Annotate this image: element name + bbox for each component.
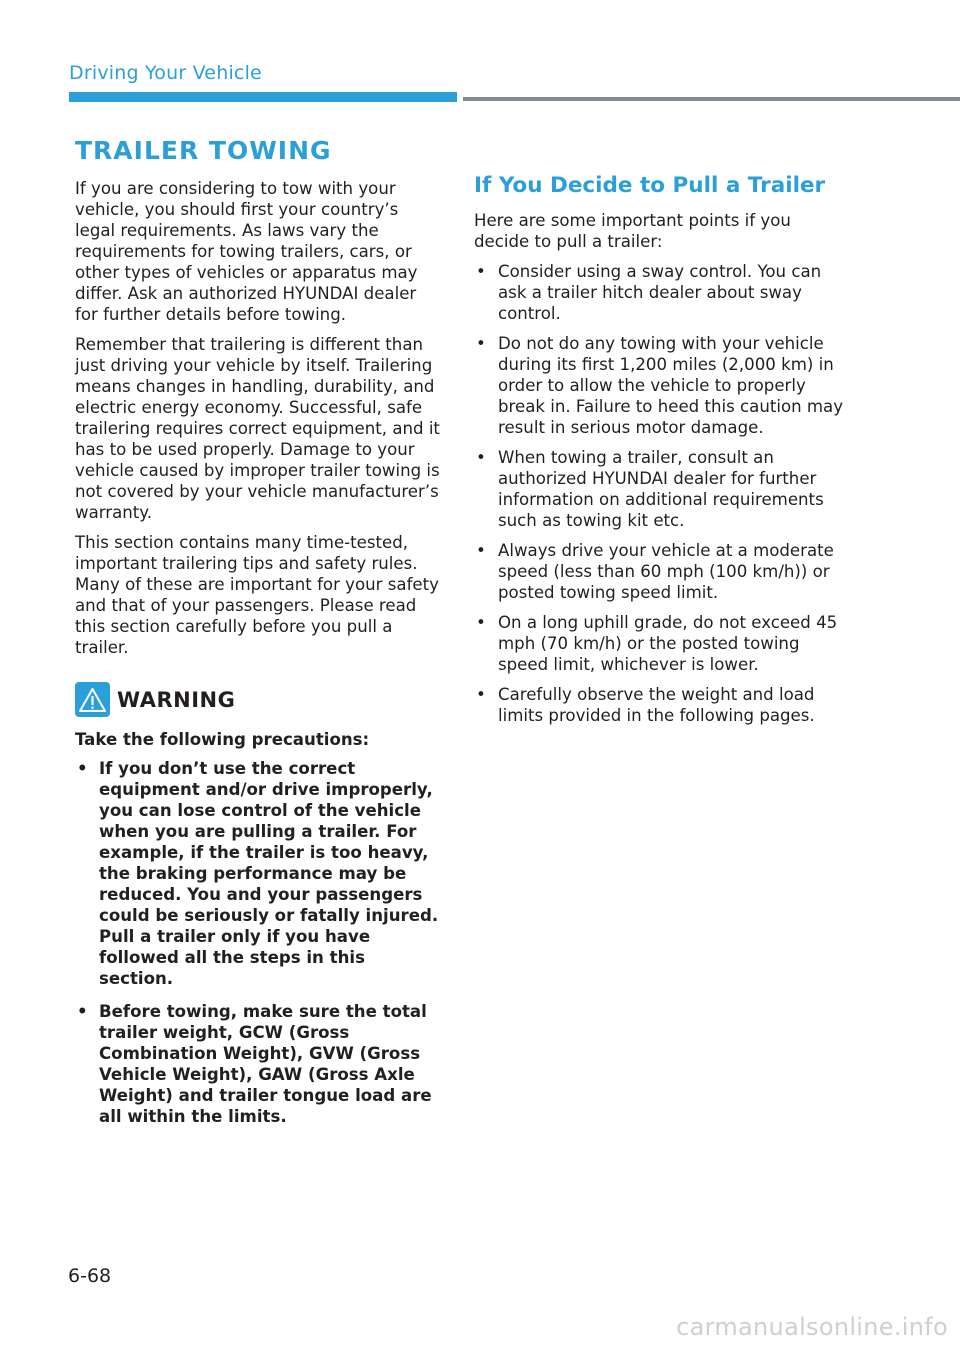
chapter-title: Driving Your Vehicle bbox=[69, 62, 262, 84]
paragraph: If you are considering to tow with your vehicle, you should first your country’s legal requirements. As laws vary the requirements for towing trailers, cars, or other types of vehicles or apparatus may differ. Ask an authorized HYUNDAI dealer for further details before towing. bbox=[75, 179, 418, 324]
warning-label: WARNING bbox=[117, 687, 236, 712]
watermark: carmanualsonline.info bbox=[676, 1313, 948, 1341]
page-number: 6-68 bbox=[68, 1265, 112, 1287]
warning-triangle-icon bbox=[75, 682, 110, 717]
list-item bbox=[474, 540, 844, 603]
list-item-text: Do not do any towing with your vehicle during its first 1,200 miles (2,000 km) in order to allow the vehicle to properly break in. Failure to heed this caution may result in serious motor damage. bbox=[498, 334, 844, 437]
header-rule bbox=[463, 97, 960, 101]
warning-header bbox=[75, 682, 440, 717]
warning-list bbox=[75, 758, 440, 1127]
list-item-text: Consider using a sway control. You can ask a trailer hitch dealer about sway control. bbox=[498, 262, 822, 323]
subsection-intro: Here are some important points if you decide to pull a trailer: bbox=[474, 211, 791, 251]
paragraph: This section contains many time-tested, important trailering tips and safety rules. Many of these are important for your safety and that of your passengers. Please read this section carefully before you pull a trailer. bbox=[75, 533, 439, 657]
paragraph: Remember that trailering is different than just driving your vehicle by itself. Trailering means changes in handling, durability, and electric energy economy. Successful, safe trailering requires correct equipment, and it has to be used properly. Damage to your vehicle caused by improper trailer towing is not covered by your vehicle manufacturer’s warranty. bbox=[75, 335, 440, 522]
bullet-icon: • bbox=[77, 1002, 88, 1021]
list-item-text: If you don’t use the correct equipment and/or drive improperly, you can lose control of the vehicle when you are pulling a trailer. For example, if the trailer is too heavy, the braking performance may be reduced. You and your passengers could be seriously or fatally injured. Pull a trailer only if you have followed all the steps in this section. bbox=[99, 759, 439, 988]
list-item-text: Always drive your vehicle at a moderate speed (less than 60 mph (100 km/h)) or posted towing speed limit. bbox=[498, 541, 834, 602]
header-accent-bar bbox=[69, 92, 457, 102]
list-item bbox=[474, 261, 844, 324]
bullet-icon: • bbox=[476, 448, 486, 467]
list-item bbox=[474, 684, 844, 726]
tips-list bbox=[474, 261, 844, 726]
right-column bbox=[474, 172, 844, 735]
list-item-text: When towing a trailer, consult an authorized HYUNDAI dealer for further information on additional requirements such as towing kit etc. bbox=[498, 448, 824, 530]
bullet-icon: • bbox=[476, 541, 486, 560]
list-item bbox=[474, 447, 844, 531]
bullet-icon: • bbox=[476, 262, 486, 281]
list-item bbox=[474, 612, 844, 675]
list-item-text: Carefully observe the weight and load limits provided in the following pages. bbox=[498, 685, 815, 725]
bullet-icon: • bbox=[77, 759, 88, 778]
list-item bbox=[474, 333, 844, 438]
warning-intro: Take the following precautions: bbox=[75, 730, 370, 749]
subsection-title: If You Decide to Pull a Trailer bbox=[474, 173, 826, 198]
left-column bbox=[75, 136, 440, 1139]
bullet-icon: • bbox=[476, 685, 486, 704]
bullet-icon: • bbox=[476, 334, 486, 353]
section-title: TRAILER TOWING bbox=[75, 136, 332, 165]
list-item-text: On a long uphill grade, do not exceed 45 mph (70 km/h) or the posted towing speed limit, whichever is lower. bbox=[498, 613, 838, 674]
list-item-text: Before towing, make sure the total trailer weight, GCW (Gross Combination Weight), GVW (Gross Vehicle Weight), GAW (Gross Axle Weight) and trailer tongue load are all within the limits. bbox=[99, 1002, 432, 1126]
list-item bbox=[75, 1001, 440, 1127]
bullet-icon: • bbox=[476, 613, 486, 632]
list-item bbox=[75, 758, 440, 989]
